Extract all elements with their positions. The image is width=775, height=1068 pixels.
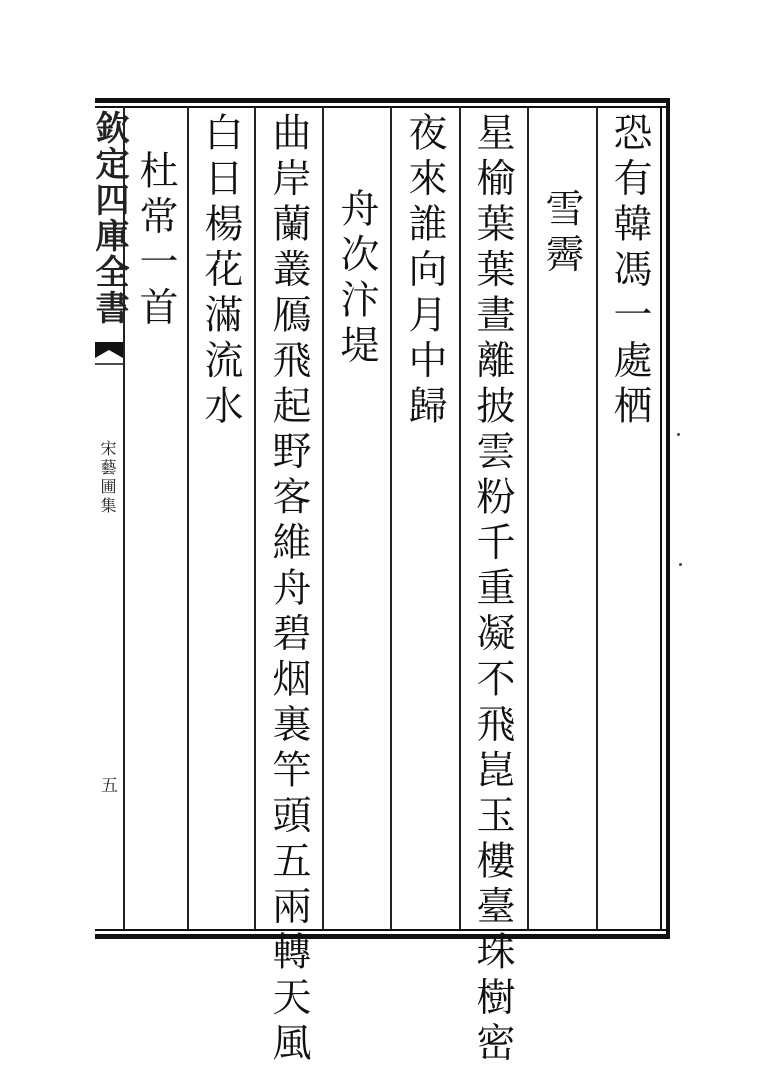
text-column-6: 曲岸蘭叢鴈飛起野客維舟碧烟裏竿頭五兩轉天風 [266, 112, 311, 1068]
scan-speck [677, 433, 680, 436]
text-column-3: 星榆葉葉晝離披雲粉千重凝不飛崑玉樓臺珠樹密 [470, 112, 515, 1068]
top-border-thick [95, 98, 668, 103]
column-divider [254, 107, 256, 929]
text-column-7: 白日楊花滿流水 [198, 112, 243, 431]
bottom-border-thick [95, 934, 668, 939]
margin-series-title: 欽定四庫全書 [89, 110, 129, 326]
poem-title-zhouci-bianti: 舟次汴堤 [334, 188, 379, 370]
column-divider [596, 107, 598, 929]
author-heading-du-chang: 杜常一首 [133, 150, 178, 332]
right-border-thin [660, 106, 662, 931]
column-divider [322, 107, 324, 929]
column-divider [527, 107, 529, 929]
scan-speck [679, 563, 682, 566]
column-divider [187, 107, 189, 929]
margin-page-number: 五 [97, 776, 117, 793]
text-column-4: 夜來誰向月中歸 [402, 112, 447, 431]
text-column-1: 恐有韓馮一處栖 [607, 112, 652, 431]
right-border-thick [666, 98, 670, 939]
poem-title-xueji: 雪霽 [539, 188, 584, 279]
fishtail-mark [95, 342, 123, 368]
top-border-thin [95, 106, 668, 108]
bottom-border-thin [95, 929, 668, 931]
margin-book-title: 宋藝圃集 [98, 440, 117, 516]
column-divider [459, 107, 461, 929]
column-divider [390, 107, 392, 929]
